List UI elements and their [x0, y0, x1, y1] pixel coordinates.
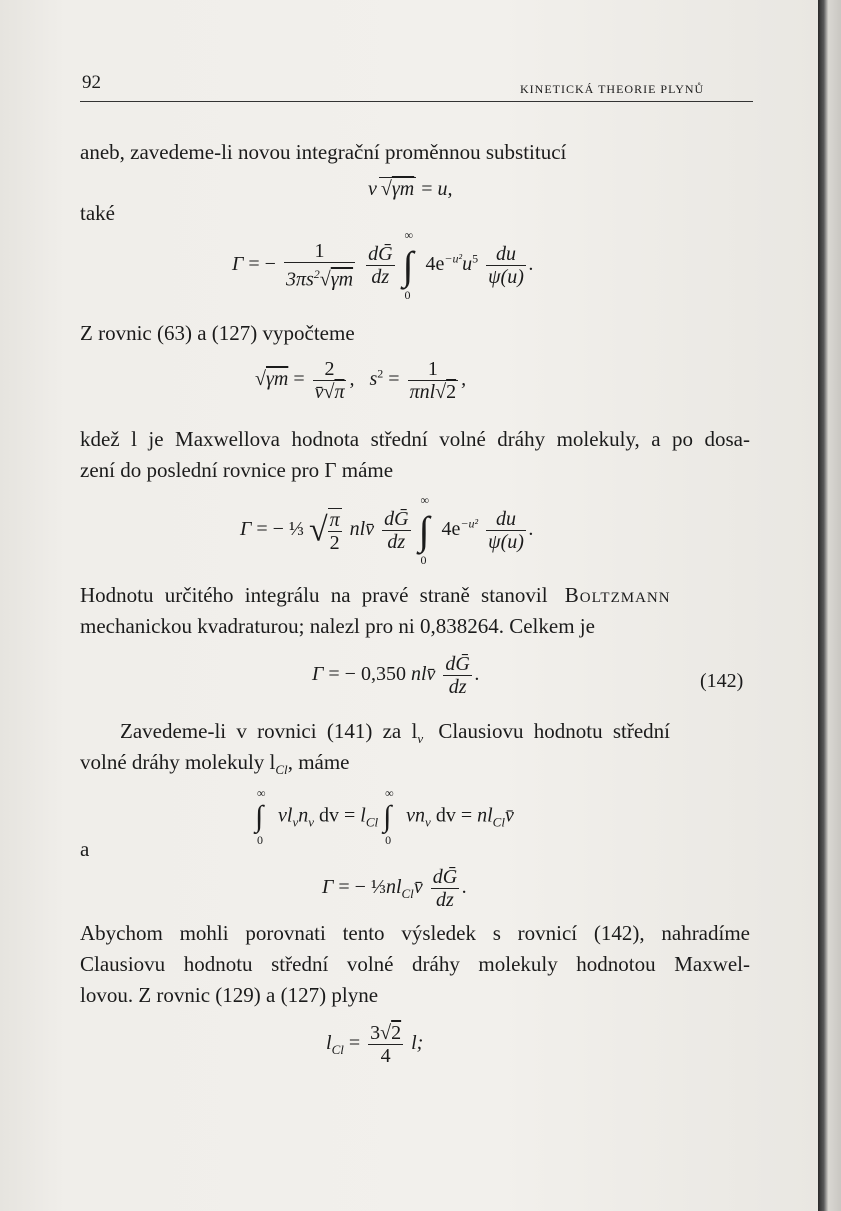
header-rule: [80, 101, 753, 102]
paragraph-4-line-2: zení do poslední rovnice pro Γ máme: [80, 458, 394, 482]
paragraph-2: také: [80, 201, 115, 225]
running-title: KINETICKÁ THEORIE PLYNŮ: [520, 82, 705, 96]
paragraph-5-line-1: Hodnotu určitého integrálu na pravé straně stanovil Boltzmann: [80, 583, 671, 607]
equation-substitution: v √γm = u,: [368, 178, 453, 200]
paragraph-3: Z rovnic (63) a (127) vypočteme: [80, 321, 355, 345]
paragraph-8-line-2: Clausiovu hodnotu střední volné dráhy molekuly hodnotou Maxwel-: [80, 952, 750, 976]
page-edge-shadow: [818, 0, 841, 1211]
page-number: 92: [82, 72, 101, 93]
paragraph-8-line-1: Abychom mohli porovnati tento výsledek s rovnicí (142), nahradíme: [80, 921, 750, 945]
paragraph-5-line-2: mechanickou kvadraturou; nalezl pro ni 0,838264. Celkem je: [80, 614, 595, 638]
paragraph-1: aneb, zavedeme-li novou integrační proměnnou substitucí: [80, 140, 567, 164]
paragraph-6-line-2: volné dráhy molekuly $l_{Cl}$, máme: [80, 750, 350, 778]
paragraph-8-line-3: lovou. Z rovnic (129) a (127) plyne: [80, 983, 379, 1007]
equation-gamma-1: Γ = − $\frac{1}{3\pi s^2√\gamma m}$ $\frac{\text{dḠ}}{dz}$ ∫ ∞ 0 $4e^{-u^2}u^5$ $\frac{du}{\psi(u)}$ .: [232, 227, 534, 302]
paragraph-6-line-1: Zavedeme-li v rovnici (141) za $l_v$ Clausiovu hodnotu střední: [120, 719, 671, 747]
equation-gamma-2: Γ = − ⅓ √ $\frac{\pi}{2}$ nlv̄ $\frac{\text{dḠ}}{dz}$ ∫ ∞ 0 $4e^{-u^2}$ $\frac{du}{\psi(u)}$ .: [240, 493, 534, 567]
equation-gamma-3: Γ = − $\frac{1}{3}nl_{Cl}v̄$ $\frac{\text{dḠ}}{dz}$ .: [322, 866, 468, 911]
paragraph-7: a: [80, 837, 90, 861]
equation-142: Γ = − 0,350 nlv̄ $\frac{\text{dḠ}}{dz}$ .: [312, 653, 480, 698]
equation-number-142: (142): [700, 670, 744, 692]
equation-sqrt-gm: √γm = $\frac{2}{v̄√\pi}$ , $s^2$ = $\frac{1}{\text{πnl√2}}$ ,: [255, 358, 467, 403]
paragraph-4-line-1: kdež l je Maxwellova hodnota střední volné dráhy molekuly, a po dosa-: [80, 427, 750, 451]
equation-integral-lcl: ∫ ∞ 0 $vl_vn_v$ dv = $l_{Cl}$ ∫ ∞ 0 $vn_v$ dv = $nl_{Cl}v̄$: [255, 786, 514, 847]
equation-lcl: $l_{Cl}$ = $\frac{3√2}{4}$ l;: [326, 1022, 424, 1067]
